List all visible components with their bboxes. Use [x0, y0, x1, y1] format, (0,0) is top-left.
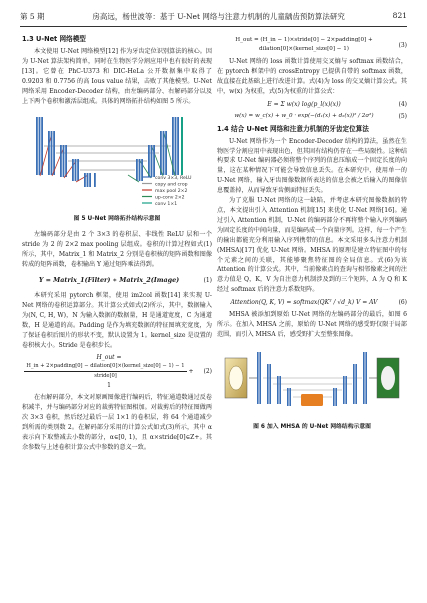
equation-4-body: E = Σ w(x) log(p_l(x)(x)): [267, 100, 341, 108]
section-heading-1-3: 1.3 U-Net 网络模型: [22, 35, 86, 43]
encoder-feature-map: [84, 173, 86, 187]
equation-2-lhs: H_out =: [96, 354, 122, 362]
equation-2-plus-one: + 1: [107, 368, 194, 390]
encoder-block: [259, 352, 261, 404]
paragraph-im2col: 本研究采用 pytorch 框架，使用 im2col 函数[14] 来实现 U-Net 网络的卷积运算部分。其计算公式如式(2)所示，其中，数据输入为(N, C, H, W)，N 为输入数据的数据量，H 是通道宽度，C 为通道数，H 是通道的高。Padding 是作为填充数据的特征图填充宽度，为了保证卷积后图片的形状不变，默认设置为 1。kernel_size 是设置的卷积核大小。Stride 是卷积步长。: [22, 291, 212, 349]
encoder-block: [279, 376, 281, 404]
running-title: 房高远，杨世波等：基于 U-Net 网络与注意力机制的儿童龋齿预防算法研究: [92, 12, 345, 21]
decoder-block: [343, 376, 345, 404]
equation-3-number: (3): [398, 41, 407, 49]
encoder-feature-map: [39, 117, 41, 175]
mask-tooth-region: [381, 366, 395, 390]
figure-5-caption: 图 5 U-Net 网络拓扑结构示意图: [73, 216, 161, 223]
tooth-shape: [229, 366, 243, 390]
equation-1-body: Y = Matrix_1(Filter) ∗ Matrix_2(Image): [38, 275, 180, 284]
encoder-feature-map: [77, 159, 79, 181]
decoder-feature-map: [148, 145, 150, 177]
equation-2-fraction: [24, 362, 186, 381]
paragraph-unet-intro: 本文使用 U-Net 网络模型[12] 作为牙齿定位识别算法的核心。因为 U-Net 算法架构简单，同时在生物医学分割应用中也有很好的表现[13]。它曾在 PhC-U373 和 DIC-HeLa 公开数据集中取得了 0.9203 和 0.7756 的高 Ious value 结果，击败了其他模型。U-Net 网络采用 Encoder-Decoder 结构，由左编码部分、右解码部分以及上下两个卷积和激活层组成。具体的网络拓扑结构如图 5 所示。: [22, 48, 212, 105]
equation-2-denominator: stride[0]: [94, 373, 117, 380]
encoder-block: [277, 376, 279, 404]
equation-4-number: (4): [398, 100, 407, 108]
encoder-feature-map: [65, 145, 67, 177]
equation-2-numerator: H_in + 2×padding[0] − dilation[0]×(kernel_size[0] − 1) − 1: [24, 362, 186, 372]
decoder-feature-map: [177, 117, 179, 175]
issue-number: 第 5 期: [20, 12, 45, 21]
encoder-feature-map: [60, 145, 62, 177]
mhsa-block: [301, 394, 323, 406]
paragraph-encoder: 左编码部分是由 2 个 3×3 的卷积层、非线性 ReLU 层和一个 stride 为 2 的 2×2 max pooling 层组成。卷积的计算过程如式(1)所示，其中，Matrix_1 和 Matrix_2 分别是卷积核的矩阵函数和图像转成的矩阵函数，卷积输出 Y 通过矩阵乘法得到。: [22, 231, 212, 269]
decoder-block: [333, 388, 335, 406]
encoder-block: [269, 364, 271, 404]
decoder-feature-map: [151, 145, 153, 177]
equation-5-body: w(x) = w_c(x) + w_0 · exp(−(d₁(x) + d₂(x))² / 2σ²): [234, 112, 374, 119]
equation-3-body: H_out = (H_in − 1)×stride[0] − 2×padding[0] + dilation[0]×(kernel_size[0] − 1): [235, 37, 373, 52]
encoder-feature-map: [48, 131, 50, 175]
encoder-block: [257, 352, 259, 404]
encoder-feature-map: [89, 173, 91, 187]
paragraph-loss: U-Net 网络的 loss 函数计算使用交叉熵与 softmax 函数结合，在 pytorch 框架中的 crossEntropy 已提供自带的 softmax 函数，故直接在此基础上进行改进计算。式(4)为 loss 的交叉熵计算公式。其中，w(x) 为权重，式(5)为权重的计算公式：: [217, 58, 407, 95]
encoder-block: [267, 364, 269, 404]
equation-2: [22, 353, 212, 390]
encoder-feature-map: [51, 131, 53, 175]
unet-diagram: [22, 109, 212, 212]
paragraph-mhsa: MHSA 被添加到原始 U-Net 网络的左编码部分的最后，如图 6 所示。在加入 MHSA 之前，原始的 U-Net 网络的感受野仅限于局部范围，而引入 MHSA 后，感受野扩大至整张图像。: [217, 311, 407, 338]
encoder-feature-map: [72, 159, 74, 181]
equation-3: [217, 36, 407, 54]
legend-label: conv 3×3, ReLU: [155, 176, 192, 182]
legend-label: up-conv 2×2: [155, 195, 185, 201]
decoder-feature-map: [136, 159, 138, 181]
decoder-block: [345, 376, 347, 404]
equation-2-number: (2): [203, 368, 212, 376]
legend-label: max pool 2×2: [155, 189, 188, 195]
paragraph-attention: 为了克服 U-Net 网络的这一缺陷，并考虑本研究图像数据的特点，本文提出引入 Attention 机制[15] 来优化 U-Net 网络[16]。通过引入 Attention 机制，U-Net 的编码部分不再将整个输入序列编码为固定长度的中间向量，而是编码成一个向量序列。这样，每一个产生的输出都能充分利用输入序列携带的信息。本文采用多头注意力机制(MHSA)[17] 优化 U-Net 网络。MHSA 的原理是建立特征图中的每个元素之间的关联，其能够聚焦特征图的全局信息。式(6)为该 Attention 的计算公式。其中，当前像素点的查询与相邻像素之间的注意力值是 Q，K，V 为自注意力机制涉及到的三个矩阵，A 为 Q 和 K 经过 softmax 后的注意力系数矩阵。: [217, 197, 407, 294]
encoder-feature-map: [75, 159, 77, 181]
equation-6: [217, 298, 407, 307]
decoder-feature-map: [165, 131, 167, 175]
decoder-feature-map: [153, 145, 155, 177]
left-column: [22, 33, 212, 453]
decoder-feature-map: [175, 117, 177, 175]
header-rule: [20, 26, 407, 27]
paragraph-decoder: 在右解码部分，本文对原画图像进行编码后，特征通道数通过反卷积减半，并与编码部分对应的裁剪特征图相加。对裁剪后的特征图做两次 3×3 卷积，然后经过最后一层 1×1 的卷积层，将 64 个通道减少到所需的类别数 2。在解码部分采用的计算公式如式(3)所示，其中 α 表示向下取整减去小数的部分，α∈[0, 1)，且 α×stride[0]∈Z+。其余参数与上述卷积计算公式中参数的意义一致。: [22, 394, 212, 451]
legend-label: conv 1×1: [155, 202, 178, 208]
encoder-feature-map: [63, 145, 65, 177]
equation-5-number: (5): [398, 112, 407, 120]
encoder-block: [287, 388, 289, 406]
encoder-feature-map: [36, 117, 38, 175]
page-number: 821: [392, 11, 407, 20]
equation-1: [22, 273, 212, 288]
right-column: [217, 33, 407, 438]
decoder-block: [363, 352, 365, 404]
legend-label: copy and crop: [155, 182, 188, 188]
figure-5: [22, 109, 212, 212]
decoder-block: [353, 364, 355, 404]
figure-6-caption: 图 6 加入 MHSA 的 U-Net 网络结构示意图: [253, 423, 371, 430]
decoder-feature-map: [141, 159, 143, 181]
decoder-block: [355, 364, 357, 404]
running-header: [20, 11, 407, 23]
section-heading-1-4: 1.4 结合 U-Net 网络和注意力机制的牙齿定位算法: [217, 124, 369, 133]
bottleneck-map: [94, 173, 96, 187]
equation-6-body: Attention(Q, K, V) = softmax(QKᵀ / √d_k) V = AV: [230, 299, 378, 307]
paragraph-limitations: U-Net 网络作为一个 Encoder-Decoder 结构的算法，虽然在生物医学分割应用中表现出色，但其固有结构仍存在一些局限性。这种结构要求 U-Net 编码器必须将整个序列的信息压缩成一个固定长度的向量，这在某种情况下可能会导致信息丢失。在本研究中，使用单一的 U-Net 网络，输入牙齿图像数据所表达的信息会被之后输入的图像信息覆盖掉，从而导致牙齿侧面特征丢失。: [217, 137, 407, 195]
output-conv: [181, 117, 183, 175]
unet-mhsa-diagram: [217, 344, 407, 420]
encoder-feature-map: [87, 173, 89, 187]
encoder-block: [289, 388, 291, 406]
equation-2-body: [22, 353, 196, 390]
figure-6: [217, 344, 407, 420]
equation-4: [217, 100, 407, 109]
equation-6-number: (6): [398, 299, 407, 307]
decoder-block: [335, 388, 337, 406]
decoder-block: [365, 352, 367, 404]
decoder-feature-map: [163, 131, 165, 175]
decoder-feature-map: [139, 159, 141, 181]
equation-5: [217, 112, 407, 121]
equation-1-number: (1): [203, 276, 212, 284]
